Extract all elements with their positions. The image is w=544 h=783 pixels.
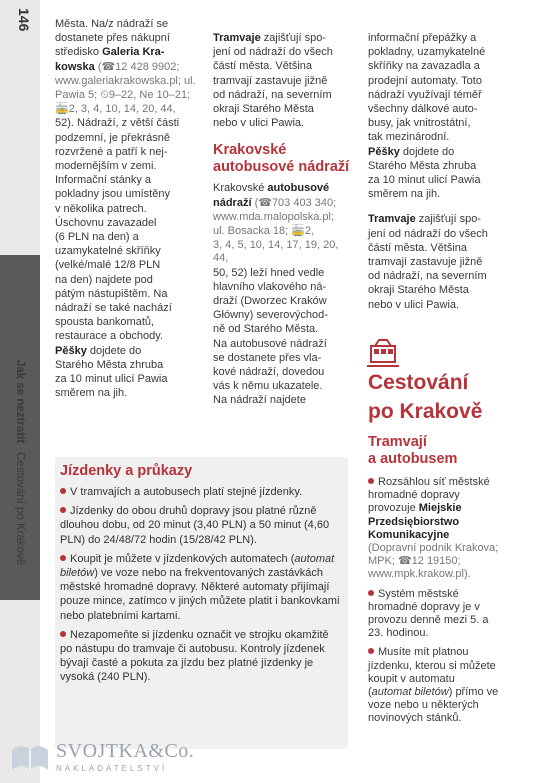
heading-line: Tramvají [368, 434, 427, 450]
text-line: nebo v ulici Pawia. [213, 117, 305, 130]
italic-term: automat biletów [60, 552, 335, 580]
text-line [55, 345, 205, 358]
text-line: nádraží se také nachází [55, 302, 172, 315]
text-line: uzamykatelné skříňky [55, 245, 161, 258]
text-line: směrem na jih. [55, 387, 128, 400]
text-line: rozvržené a patří k nej- [55, 145, 168, 158]
text-line: draží (Dworzec Kraków [213, 295, 327, 308]
list-item [60, 628, 342, 685]
text-line: Informační stánky a [55, 174, 151, 187]
text-line: jení od nádraží do všech [368, 227, 488, 240]
bold-term: Tramvaje [368, 213, 416, 226]
text-line: hlavního vlakového ná- [213, 280, 327, 293]
publisher-logo-name: SVOJTKA&Co. [56, 740, 195, 762]
text-fragment: Krakovské [213, 182, 265, 195]
text-line [55, 61, 205, 74]
text-fragment: dojdete do [89, 344, 142, 357]
column-3-text [368, 32, 503, 313]
running-head [14, 360, 26, 620]
bullet-icon [368, 478, 374, 484]
url-text: www.mda.malopolska.pl; [213, 210, 335, 223]
text-fragment: V tramvajích a autobusech platí stejné jízdenky. [70, 486, 303, 498]
text-line: informační přepážky a [368, 32, 477, 44]
text-line: kové nádraží, dovedou [213, 366, 325, 379]
list-item [368, 588, 500, 641]
text-line: všechny dálkové auto- [368, 103, 478, 116]
tram-section [368, 434, 500, 732]
publisher-logo-icon [8, 740, 52, 774]
text-line: pokladny jsou umístěny [55, 188, 170, 201]
text-fragment: středisko [55, 46, 100, 59]
text-line: částí města. Většina [368, 241, 468, 254]
hours-text: Pawia 5; ⏲9–22, Ne 10–21; [55, 89, 191, 102]
bold-term: autobusové [267, 182, 330, 195]
chapter-title-line: po Krakově [368, 400, 483, 423]
italic-term: automat biletów [371, 686, 449, 699]
text-line: tak mezinárodní. [368, 131, 450, 144]
text-line: Na nádraží najdete [213, 394, 306, 407]
list-item [60, 485, 342, 499]
text-line [368, 146, 503, 159]
tram-icon [365, 338, 401, 368]
chapter-title-line: Cestování [368, 371, 469, 394]
text-line: dostanete přes nákupní [55, 32, 170, 45]
text-line: směrem na jih. [368, 188, 441, 201]
text-line [213, 32, 353, 45]
phone-text: (☎703 403 340; [254, 196, 337, 209]
tickets-box-title: Jízdenky a průkazy [60, 463, 193, 479]
chapter-title [368, 368, 518, 426]
bold-term: Pěšky [55, 344, 87, 357]
text-line: na den) najdete pod [55, 273, 153, 286]
bullet-icon [60, 488, 66, 494]
text-line: podzemní, je překrásně [55, 131, 170, 144]
text-line: za 10 minut ulicí Pawia [368, 174, 481, 187]
running-head-section: Jak se neztratit [14, 360, 26, 444]
text-line: modernějším v zemi. [55, 160, 157, 173]
text-line: Na autobusové nádraží [213, 337, 327, 350]
text-line: vás k němu ukazatele. [213, 380, 323, 393]
bullet-icon [60, 631, 66, 637]
text-fragment: Rozsáhlou síť městské hromadné dopravy provozuje [368, 476, 490, 515]
bullet-icon [60, 555, 66, 561]
phone-text: (☎12 428 9902; [97, 60, 180, 73]
text-line: pokladny, uzamykatelné [368, 46, 486, 59]
text-line: nádraží využívají téměř [368, 88, 482, 101]
text-line [213, 182, 353, 195]
page-number: 146 [16, 8, 32, 32]
text-fragment: Nezapomeňte si jízdenku označit ve strojku okamžitě po nástupu do tramvaje či autobusu. Kontroly jízdenek bývají časté a pokuta za jízdu bez platné jízdenky je vysoká (240 PLN). [60, 628, 329, 684]
text-fragment: Systém městské hromadné dopravy je v provozu denně mezi 5. a 23. hodinou. [368, 587, 489, 640]
operator-contact: (Dopravní podnik Krakova; MPK; ☎12 19150; www.mpk.krakow.pl). [368, 542, 499, 581]
text-fragment: ) přímo ve voze nebo u některých novinových stánků. [368, 686, 499, 725]
url-text: www.galeriakrakowska.pl; ul. [55, 74, 196, 87]
text-line: v několika patrech. [55, 202, 147, 215]
text-line: prodejní automaty. Toto [368, 74, 482, 87]
text-fragment: zajišťují spo- [263, 32, 326, 44]
list-item [368, 476, 500, 582]
text-line: Města. Na/z nádraží se [55, 18, 169, 30]
text-line: (velké/malé 12/8 PLN [55, 259, 161, 272]
text-line: od nádraží, na severním [213, 88, 332, 101]
bullet-icon [60, 507, 66, 513]
text-line: Starého Města zhruba [55, 358, 164, 371]
operator-name: Miejskie Przedsiębiorstwo Komunikacyjne [368, 502, 462, 541]
column-2-text [213, 32, 353, 409]
text-line [368, 213, 503, 226]
list-item [60, 504, 342, 547]
text-line: Starého Města zhruba [368, 159, 477, 172]
text-line: jení od nádraží do všech [213, 46, 333, 59]
section-heading: Krakovské autobusové nádraží [213, 142, 350, 176]
text-line: ně od Starého Města. [213, 323, 319, 336]
bold-term: nádraží [213, 196, 252, 209]
text-line: skříňky na zavazadla a [368, 60, 480, 73]
text-line: Úschovnu zavazadel [55, 216, 157, 229]
heading-line: a autobusem [368, 451, 458, 467]
text-line: restaurace a obchody. [55, 330, 164, 343]
tram-lines-text: 3, 4, 5, 10, 14, 17, 19, 20, 44, [213, 239, 339, 265]
galeria-name-cont: kowska [55, 60, 95, 73]
publisher-logo-sub: NAKLADATELSTVÍ [56, 764, 168, 773]
tickets-box-list [60, 485, 342, 690]
text-line: okraji Starého Města [368, 284, 469, 297]
column-1-text [55, 18, 205, 401]
text-line: pátým nástupištěm. Na [55, 287, 168, 300]
text-line: busy, jak vnitrostátní, [368, 117, 471, 130]
tram-section-heading [368, 434, 500, 468]
text-fragment: ) ve voze nebo na frekventovaných zastávkách městské hromadné dopravy. Některé automaty přijímají pouze mince, zatímco v jiných můžete platit i bankovkami nebo platebními kartami. [60, 567, 340, 622]
text-fragment: dojdete do [402, 145, 455, 158]
text-fragment: Koupit je můžete v jízdenkových automatech ( [70, 552, 295, 565]
bold-term: Tramvaje [213, 32, 261, 44]
running-head-topic: Cestování po Krakově [14, 452, 26, 566]
text-line: za 10 minut ulicí Pawia [55, 373, 168, 386]
list-item [60, 552, 342, 623]
text-line: 50, 52) leží hned vedle [213, 266, 325, 279]
text-line: 52). Nádraží, z větší části [55, 117, 180, 130]
text-line: nebo v ulici Pawia. [368, 298, 460, 311]
text-fragment: Musíte mít platnou jízdenku, kterou si můžete koupit v automatu ( [368, 646, 496, 699]
list-item [368, 646, 500, 725]
text-line: od nádraží, na severním [368, 270, 487, 283]
bullet-icon [368, 648, 374, 654]
text-line: tramvají zastavuje jižně [213, 74, 328, 87]
address-text: ul. Bosacka 18; 🚋2, [213, 225, 315, 238]
text-line: se dostanete přes vla- [213, 351, 322, 364]
text-line [213, 197, 353, 210]
bullet-icon [368, 590, 374, 596]
tram-lines-text: 🚋2, 3, 4, 10, 14, 20, 44, [55, 103, 176, 116]
text-line: Główny) severovýchod- [213, 309, 328, 322]
bold-term: Pěšky [368, 145, 400, 158]
text-line: tramvají zastavuje jižně [368, 256, 483, 269]
text-fragment: Jízdenky do obou druhů dopravy jsou platné různě dlouhou dobu, od 20 minut (3,40 PLN) a 50 minut (4,60 PLN) do 24/48/72 hodin (15/28/42 PLN). [60, 505, 330, 546]
text-fragment: zajišťují spo- [418, 213, 481, 226]
text-line: okraji Starého Města [213, 103, 314, 116]
text-line: částí města. Většina [213, 60, 313, 73]
text-line [55, 46, 205, 59]
text-line: spousta bankomatů, [55, 316, 155, 329]
galeria-name: Galeria Kra- [102, 46, 165, 59]
text-line: (6 PLN na den) a [55, 231, 139, 244]
